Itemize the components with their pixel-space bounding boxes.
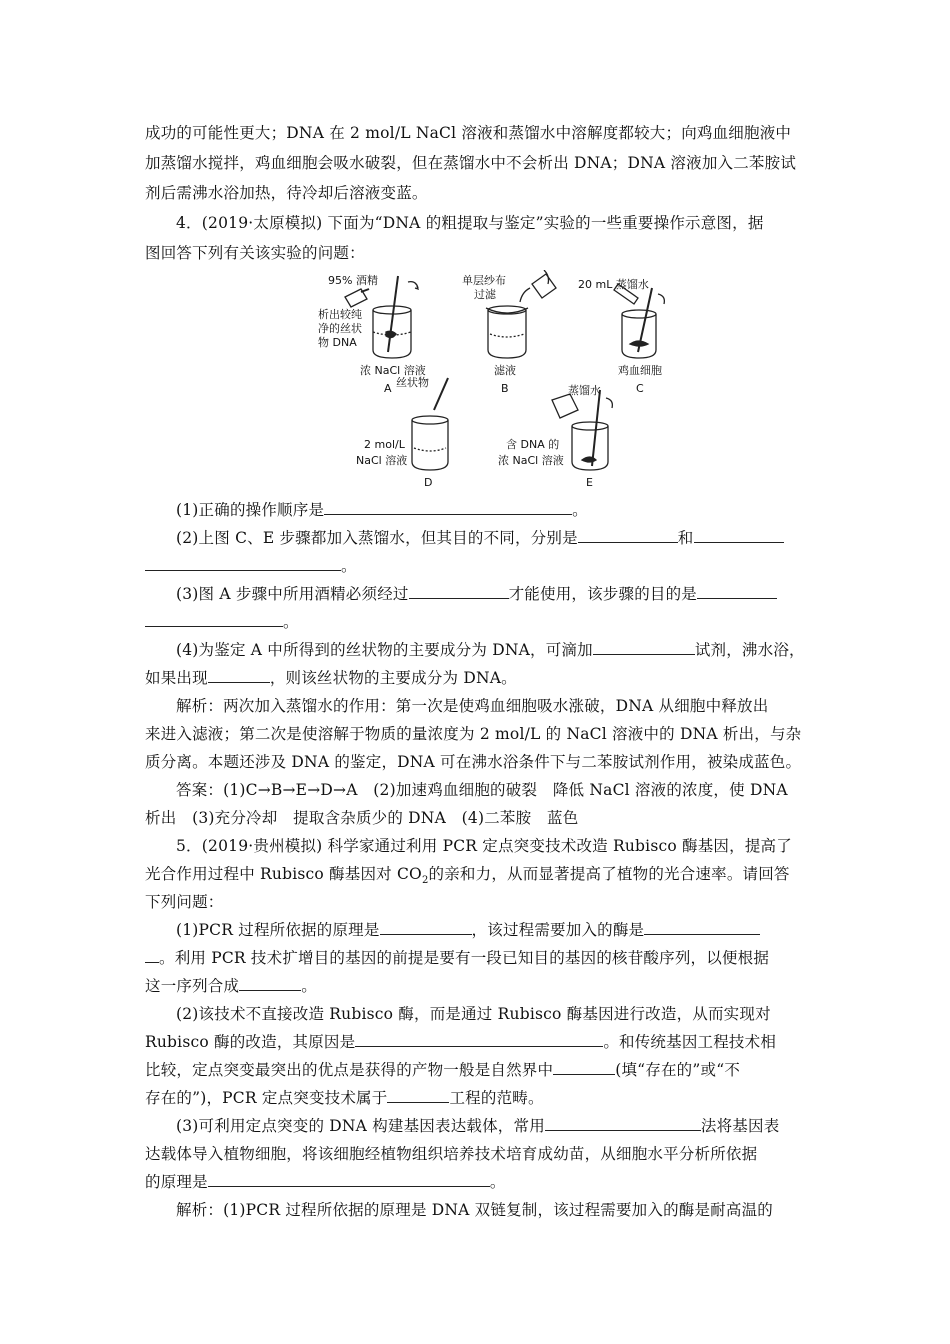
answer-blank[interactable]	[380, 920, 472, 935]
question-4-stem: 4．(2019·太原模拟) 下面为“DNA 的粗提取与鉴定”实验的一些重要操作示意图，据	[176, 214, 764, 232]
label-E-solution: 浓 NaCl 溶液	[498, 454, 564, 467]
label-D-threads: 丝状物	[396, 376, 429, 389]
question-5-stem: 光合作用过程中 Rubisco 酶基因对 $CO_2$的亲和力，从而显著提高了植物的光合速率。请回答	[145, 865, 790, 887]
answer-blank[interactable]	[145, 948, 159, 963]
answer-blank[interactable]	[145, 556, 341, 571]
answer-4: 答案：(1)C→B→E→D→A (2)加速鸡血细胞的破裂 降低 NaCl 溶液的浓度，使 DNA	[176, 781, 788, 799]
answer-blank[interactable]	[553, 1060, 615, 1075]
question-4-4: (4)为鉴定 A 中所得到的丝状物的主要成分为 DNA，可滴加 试剂，沸水浴，	[176, 641, 805, 659]
label-A-solution: 浓 NaCl 溶液	[360, 364, 426, 377]
answer-blank[interactable]	[593, 640, 695, 655]
question-5-2: (2)该技术不直接改造 Rubisco 酶，而是通过 Rubisco 酶基因进行改造，从而实现对	[176, 1005, 771, 1023]
question-4-3: 。	[145, 612, 805, 632]
answer-blank[interactable]	[239, 976, 301, 991]
experiment-figure	[300, 270, 700, 490]
label-B-letter: B	[501, 382, 509, 395]
question-5-2: 存在的”)，PCR 定点突变技术属于 工程的范畴。	[145, 1089, 544, 1107]
answer-blank[interactable]	[545, 1116, 701, 1131]
label-B-gauze: 单层纱布	[462, 274, 506, 287]
question-5-3: (3)可利用定点突变的 DNA 构建基因表达载体，常用 法将基因表	[176, 1117, 780, 1135]
beaker-D-icon	[412, 378, 448, 470]
question-4-1: (1)正确的操作顺序是 。	[176, 501, 588, 519]
question-4-2: (2)上图 C、E 步骤都加入蒸馏水，但其目的不同，分别是 和	[176, 528, 805, 548]
label-D-letter: D	[424, 476, 433, 489]
answer-blank[interactable]	[324, 500, 572, 515]
label-C-water: 20 mL 蒸馏水	[578, 278, 649, 291]
question-5-1: (1)PCR 过程所依据的原理是 ，该过程需要加入的酶是	[176, 920, 805, 940]
beaker-C-icon	[614, 284, 664, 358]
label-E-solution: 含 DNA 的	[506, 438, 560, 451]
question-4-4: 如果出现 ，则该丝状物的主要成分为 DNA。	[145, 669, 517, 687]
label-D-solution: 2 mol/L	[364, 438, 405, 451]
question-5-1: 这一序列合成 。	[145, 977, 317, 995]
answer-blank[interactable]	[208, 1172, 490, 1187]
question-5-stem: 下列问题：	[145, 893, 224, 911]
label-E-water: 蒸馏水	[568, 384, 601, 397]
label-C-letter: C	[636, 382, 644, 395]
analysis-4: 解析：两次加入蒸馏水的作用：第一次是使鸡血细胞吸水涨破，DNA 从细胞中释放出	[176, 697, 769, 715]
label-A-note: 析出较纯	[318, 308, 362, 321]
analysis-4: 质分离。本题还涉及 DNA 的鉴定，DNA 可在沸水浴条件下与二苯胺试剂作用，被染成蓝色。	[145, 753, 802, 771]
analysis-4: 来进入滤液；第二次是使溶解于物质的量浓度为 2 mol/L 的 NaCl 溶液中的 DNA 析出，与杂	[145, 725, 802, 743]
answer-blank[interactable]	[387, 1088, 449, 1103]
text-line: 剂后需沸水浴加热，待冷却后溶液变蓝。	[145, 184, 428, 202]
answer-blank[interactable]	[694, 528, 784, 543]
label-ethanol: 95% 酒精	[328, 274, 378, 287]
text-line: 加蒸馏水搅拌，鸡血细胞会吸水破裂，但在蒸馏水中不会析出 DNA；DNA 溶液加入二苯胺试	[145, 154, 797, 172]
label-A-note: 净的丝状	[318, 322, 362, 335]
question-5-stem: 5．(2019·贵州模拟) 科学家通过利用 PCR 定点突变技术改造 Rubisco 酶基因，提高了	[176, 837, 792, 855]
question-4-3: (3)图 A 步骤中所用酒精必须经过 才能使用，该步骤的目的是	[176, 584, 805, 604]
text-line: 成功的可能性更大；DNA 在 2 mol/L NaCl 溶液和蒸馏水中溶解度都较大；向鸡血细胞液中	[145, 124, 792, 142]
label-A-letter: A	[384, 382, 392, 395]
question-5-2: 比较，定点突变最突出的优点是获得的产物一般是自然界中 (填“存在的”或“不	[145, 1061, 741, 1079]
answer-blank[interactable]	[697, 584, 777, 599]
answer-blank[interactable]	[409, 584, 509, 599]
question-5-1: 。利用 PCR 技术扩增目的基因的前提是要有一段已知目的基因的核苷酸序列，以便根据	[145, 948, 805, 968]
answer-blank[interactable]	[355, 1032, 603, 1047]
question-5-3: 达载体导入植物细胞，将该细胞经植物组织培养技术培育成幼苗，从细胞水平分析所依据	[145, 1145, 758, 1163]
question-5-2: Rubisco 酶的改造，其原因是 。和传统基因工程技术相	[145, 1033, 777, 1051]
label-E-letter: E	[586, 476, 593, 489]
label-B-filtrate: 滤液	[494, 364, 516, 377]
answer-blank[interactable]	[145, 612, 283, 627]
label-B-filter: 过滤	[474, 288, 496, 301]
question-5-3: 的原理是 。	[145, 1173, 506, 1191]
label-D-solution: NaCl 溶液	[356, 454, 408, 467]
answer-blank[interactable]	[578, 528, 678, 543]
answer-blank[interactable]	[644, 920, 760, 935]
question-4-2: 。	[145, 556, 805, 576]
answer-blank[interactable]	[208, 668, 270, 683]
question-4-stem: 图回答下列有关该实验的问题：	[145, 244, 365, 262]
label-A-note: 物 DNA	[318, 336, 357, 349]
label-C-cells: 鸡血细胞	[618, 364, 662, 377]
answer-4: 析出 (3)充分冷却 提取含杂质少的 DNA (4)二苯胺 蓝色	[145, 809, 579, 827]
analysis-5: 解析：(1)PCR 过程所依据的原理是 DNA 双链复制，该过程需要加入的酶是耐高温的	[176, 1201, 773, 1219]
